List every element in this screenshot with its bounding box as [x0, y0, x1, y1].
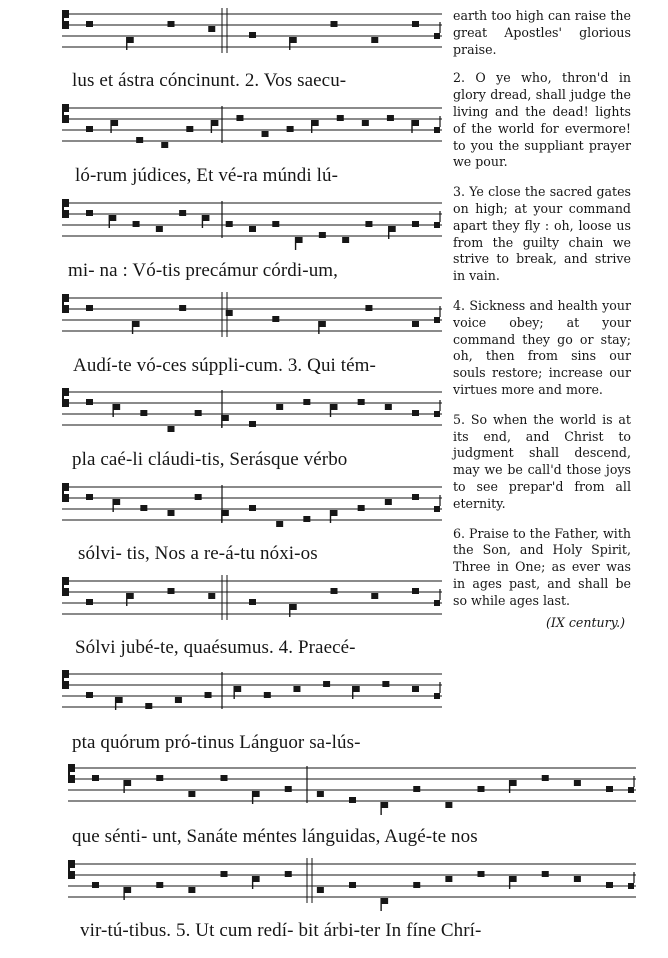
neume-note [353, 686, 360, 692]
neume-note [111, 120, 118, 126]
neume-note [195, 494, 202, 500]
neume-note [412, 494, 419, 500]
neume-note [226, 221, 233, 227]
clef-mark [62, 199, 64, 218]
staff-9 [68, 762, 636, 812]
neume-note [140, 505, 147, 511]
neume-note [175, 697, 182, 703]
custos [434, 222, 440, 228]
neume-note [413, 882, 420, 888]
neume-note [303, 399, 310, 405]
custos [434, 33, 440, 39]
clef-mark [62, 10, 64, 29]
clef-mark [68, 860, 70, 879]
neume-note [331, 21, 338, 27]
neume-note [276, 404, 283, 410]
neume-note [113, 499, 120, 505]
neume-note [272, 316, 279, 322]
neume-note [323, 681, 330, 687]
neume-note [358, 399, 365, 405]
neume-note [317, 887, 324, 893]
lyric-line-3: mi- na : Vó-tis precámur córdi-um, [68, 260, 339, 281]
neume-note [116, 697, 123, 703]
lyric-line-10: vir-tú-tibus. 5. Ut cum redí- bit árbi-ter In fíne Chrí- [80, 920, 482, 941]
neume-note [140, 410, 147, 416]
staff-7 [62, 575, 442, 625]
neume-note [222, 510, 229, 516]
neume-note [362, 120, 369, 126]
neume-note [331, 404, 338, 410]
neume-note [358, 505, 365, 511]
translation-column [453, 8, 631, 631]
custos [628, 787, 634, 793]
neume-note [287, 126, 294, 132]
staff-3 [62, 197, 442, 247]
staff-8 [62, 668, 442, 718]
neume-note [574, 876, 581, 882]
neume-note [317, 791, 324, 797]
neume-note [296, 237, 303, 243]
neume-staff [62, 197, 442, 247]
neume-note [179, 210, 186, 216]
lyric-line-8: pta quórum pró-tinus Lánguor sa-lús- [72, 732, 361, 753]
neume-note [290, 37, 297, 43]
custos [434, 411, 440, 417]
neume-note [413, 786, 420, 792]
staff-6 [62, 481, 442, 531]
neume-note [188, 791, 195, 797]
neume-note [478, 786, 485, 792]
staff-2 [62, 102, 442, 152]
neume-note [385, 499, 392, 505]
neume-note [86, 126, 93, 132]
lyric-line-4: Audí-te vó-ces súppli-cum. 3. Qui tém- [73, 355, 376, 376]
clef-mark [62, 294, 64, 313]
neume-note [86, 305, 93, 311]
neume-note [156, 226, 163, 232]
neume-note [156, 882, 163, 888]
neume-note [168, 510, 175, 516]
neume-note [205, 692, 212, 698]
neume-note [319, 232, 326, 238]
neume-note [168, 588, 175, 594]
neume-note [412, 321, 419, 327]
neume-note [510, 876, 517, 882]
neume-note [290, 604, 297, 610]
neume-note [312, 120, 319, 126]
neume-note [412, 21, 419, 27]
neume-note [236, 115, 243, 121]
neume-note [285, 786, 292, 792]
neume-note [542, 775, 549, 781]
neume-note [127, 593, 134, 599]
neume-note [188, 887, 195, 893]
neume-note [303, 516, 310, 522]
translation-stanza-4: 4. Sickness and health your voice obey; at your command they go or stay; oh, then from sins our souls restore; increase our virtues more and more. [453, 297, 631, 397]
custos [434, 506, 440, 512]
neume-note [92, 775, 99, 781]
neume-note [249, 226, 256, 232]
staff-4 [62, 292, 442, 342]
neume-note [136, 137, 143, 143]
neume-note [342, 237, 349, 243]
neume-note [445, 876, 452, 882]
neume-note [371, 593, 378, 599]
neume-staff [62, 102, 442, 152]
neume-note [385, 404, 392, 410]
neume-note [222, 415, 229, 421]
lyric-line-2: ló-rum júdices, Et vé-ra múndi lú- [75, 165, 338, 186]
neume-note [606, 882, 613, 888]
neume-note [186, 126, 193, 132]
neume-staff [62, 481, 442, 531]
neume-note [145, 703, 152, 709]
neume-note [293, 686, 300, 692]
neume-note [109, 215, 116, 221]
clef-mark [62, 104, 64, 123]
neume-note [365, 305, 372, 311]
lyric-line-1: lus et ástra cóncinunt. 2. Vos saecu- [72, 70, 347, 91]
neume-note [412, 120, 419, 126]
staff-1 [62, 8, 442, 58]
neume-note [156, 775, 163, 781]
neume-staff [62, 292, 442, 342]
neume-note [412, 221, 419, 227]
neume-note [264, 692, 271, 698]
neume-note [606, 786, 613, 792]
neume-note [253, 876, 260, 882]
translation-stanza-5: 5. So when the world is at its end, and Christ to judgment shall descend, may we be call'd those joys to see prepar'd from all eternity. [453, 411, 631, 511]
neume-note [285, 871, 292, 877]
neume-staff [62, 386, 442, 436]
lyric-line-7: Sólvi jubé-te, quaésumus. 4. Praecé- [75, 637, 356, 658]
clef-mark [68, 764, 70, 783]
neume-note [113, 404, 120, 410]
neume-staff [62, 8, 442, 58]
neume-note [331, 510, 338, 516]
neume-note [86, 399, 93, 405]
translation-stanza-1: earth too high can raise the great Apostles' glorious praise. [453, 8, 631, 57]
neume-note [86, 210, 93, 216]
neume-note [86, 21, 93, 27]
neume-note [382, 681, 389, 687]
neume-note [349, 797, 356, 803]
neume-note [412, 686, 419, 692]
neume-staff [62, 575, 442, 625]
neume-note [86, 692, 93, 698]
clef-mark [62, 388, 64, 407]
neume-note [86, 599, 93, 605]
custos [434, 693, 440, 699]
neume-note [349, 882, 356, 888]
neume-note [234, 686, 241, 692]
neume-note [127, 37, 134, 43]
neume-note [221, 775, 228, 781]
neume-note [133, 221, 140, 227]
custos [434, 317, 440, 323]
neume-note [337, 115, 344, 121]
neume-note [221, 871, 228, 877]
neume-note [331, 588, 338, 594]
neume-staff [68, 762, 636, 812]
neume-note [412, 410, 419, 416]
neume-note [211, 120, 218, 126]
neume-note [124, 780, 131, 786]
neume-note [381, 802, 388, 808]
neume-note [412, 588, 419, 594]
neume-note [202, 215, 209, 221]
neume-note [249, 421, 256, 427]
lyric-line-5: pla caé-li cláudi-tis, Serásque vérbo [72, 449, 348, 470]
staff-10 [68, 858, 636, 908]
neume-note [445, 802, 452, 808]
neume-note [208, 26, 215, 32]
neume-note [249, 505, 256, 511]
translation-stanza-2: 2. O ye who, thron'd in glory dread, shall judge the living and the dead! lights of the world for evermore! to you the suppliant prayer we pour. [453, 70, 631, 170]
neume-staff [62, 668, 442, 718]
neume-note [371, 37, 378, 43]
translation-stanza-6: 6. Praise to the Father, with the Son, and Holy Spirit, Three in One; as ever was in ages past, and shall be so while ages last. [453, 525, 631, 608]
custos [434, 127, 440, 133]
neume-staff [68, 858, 636, 908]
neume-note [92, 882, 99, 888]
neume-note [389, 226, 396, 232]
translation-stanza-3: 3. Ye close the sacred gates on high; at your command apart they fly : oh, loose us from the guilty chain we strive to break, and strive in vain. [453, 184, 631, 284]
neume-note [168, 426, 175, 432]
custos [628, 883, 634, 889]
neume-note [195, 410, 202, 416]
lyric-line-9: que sénti- unt, Sanáte méntes lánguidas, Augé-te nos [72, 826, 478, 847]
neume-note [319, 321, 326, 327]
neume-note [478, 871, 485, 877]
neume-note [276, 521, 283, 527]
neume-note [133, 321, 140, 327]
clef-mark [62, 483, 64, 502]
custos [434, 600, 440, 606]
neume-note [381, 898, 388, 904]
neume-note [161, 142, 168, 148]
neume-note [387, 115, 394, 121]
neume-note [365, 221, 372, 227]
neume-note [574, 780, 581, 786]
clef-mark [62, 670, 64, 689]
neume-note [542, 871, 549, 877]
neume-note [510, 780, 517, 786]
neume-note [262, 131, 269, 137]
neume-note [253, 791, 260, 797]
neume-note [168, 21, 175, 27]
neume-note [124, 887, 131, 893]
neume-note [179, 305, 186, 311]
lyric-line-6: sólvi- tis, Nos a re-á-tu nóxi-os [78, 543, 318, 564]
clef-mark [62, 577, 64, 596]
neume-note [249, 599, 256, 605]
staff-5 [62, 386, 442, 436]
neume-note [208, 593, 215, 599]
neume-note [249, 32, 256, 38]
neume-note [86, 494, 93, 500]
neume-note [272, 221, 279, 227]
century-attribution: (IX century.) [545, 614, 625, 630]
